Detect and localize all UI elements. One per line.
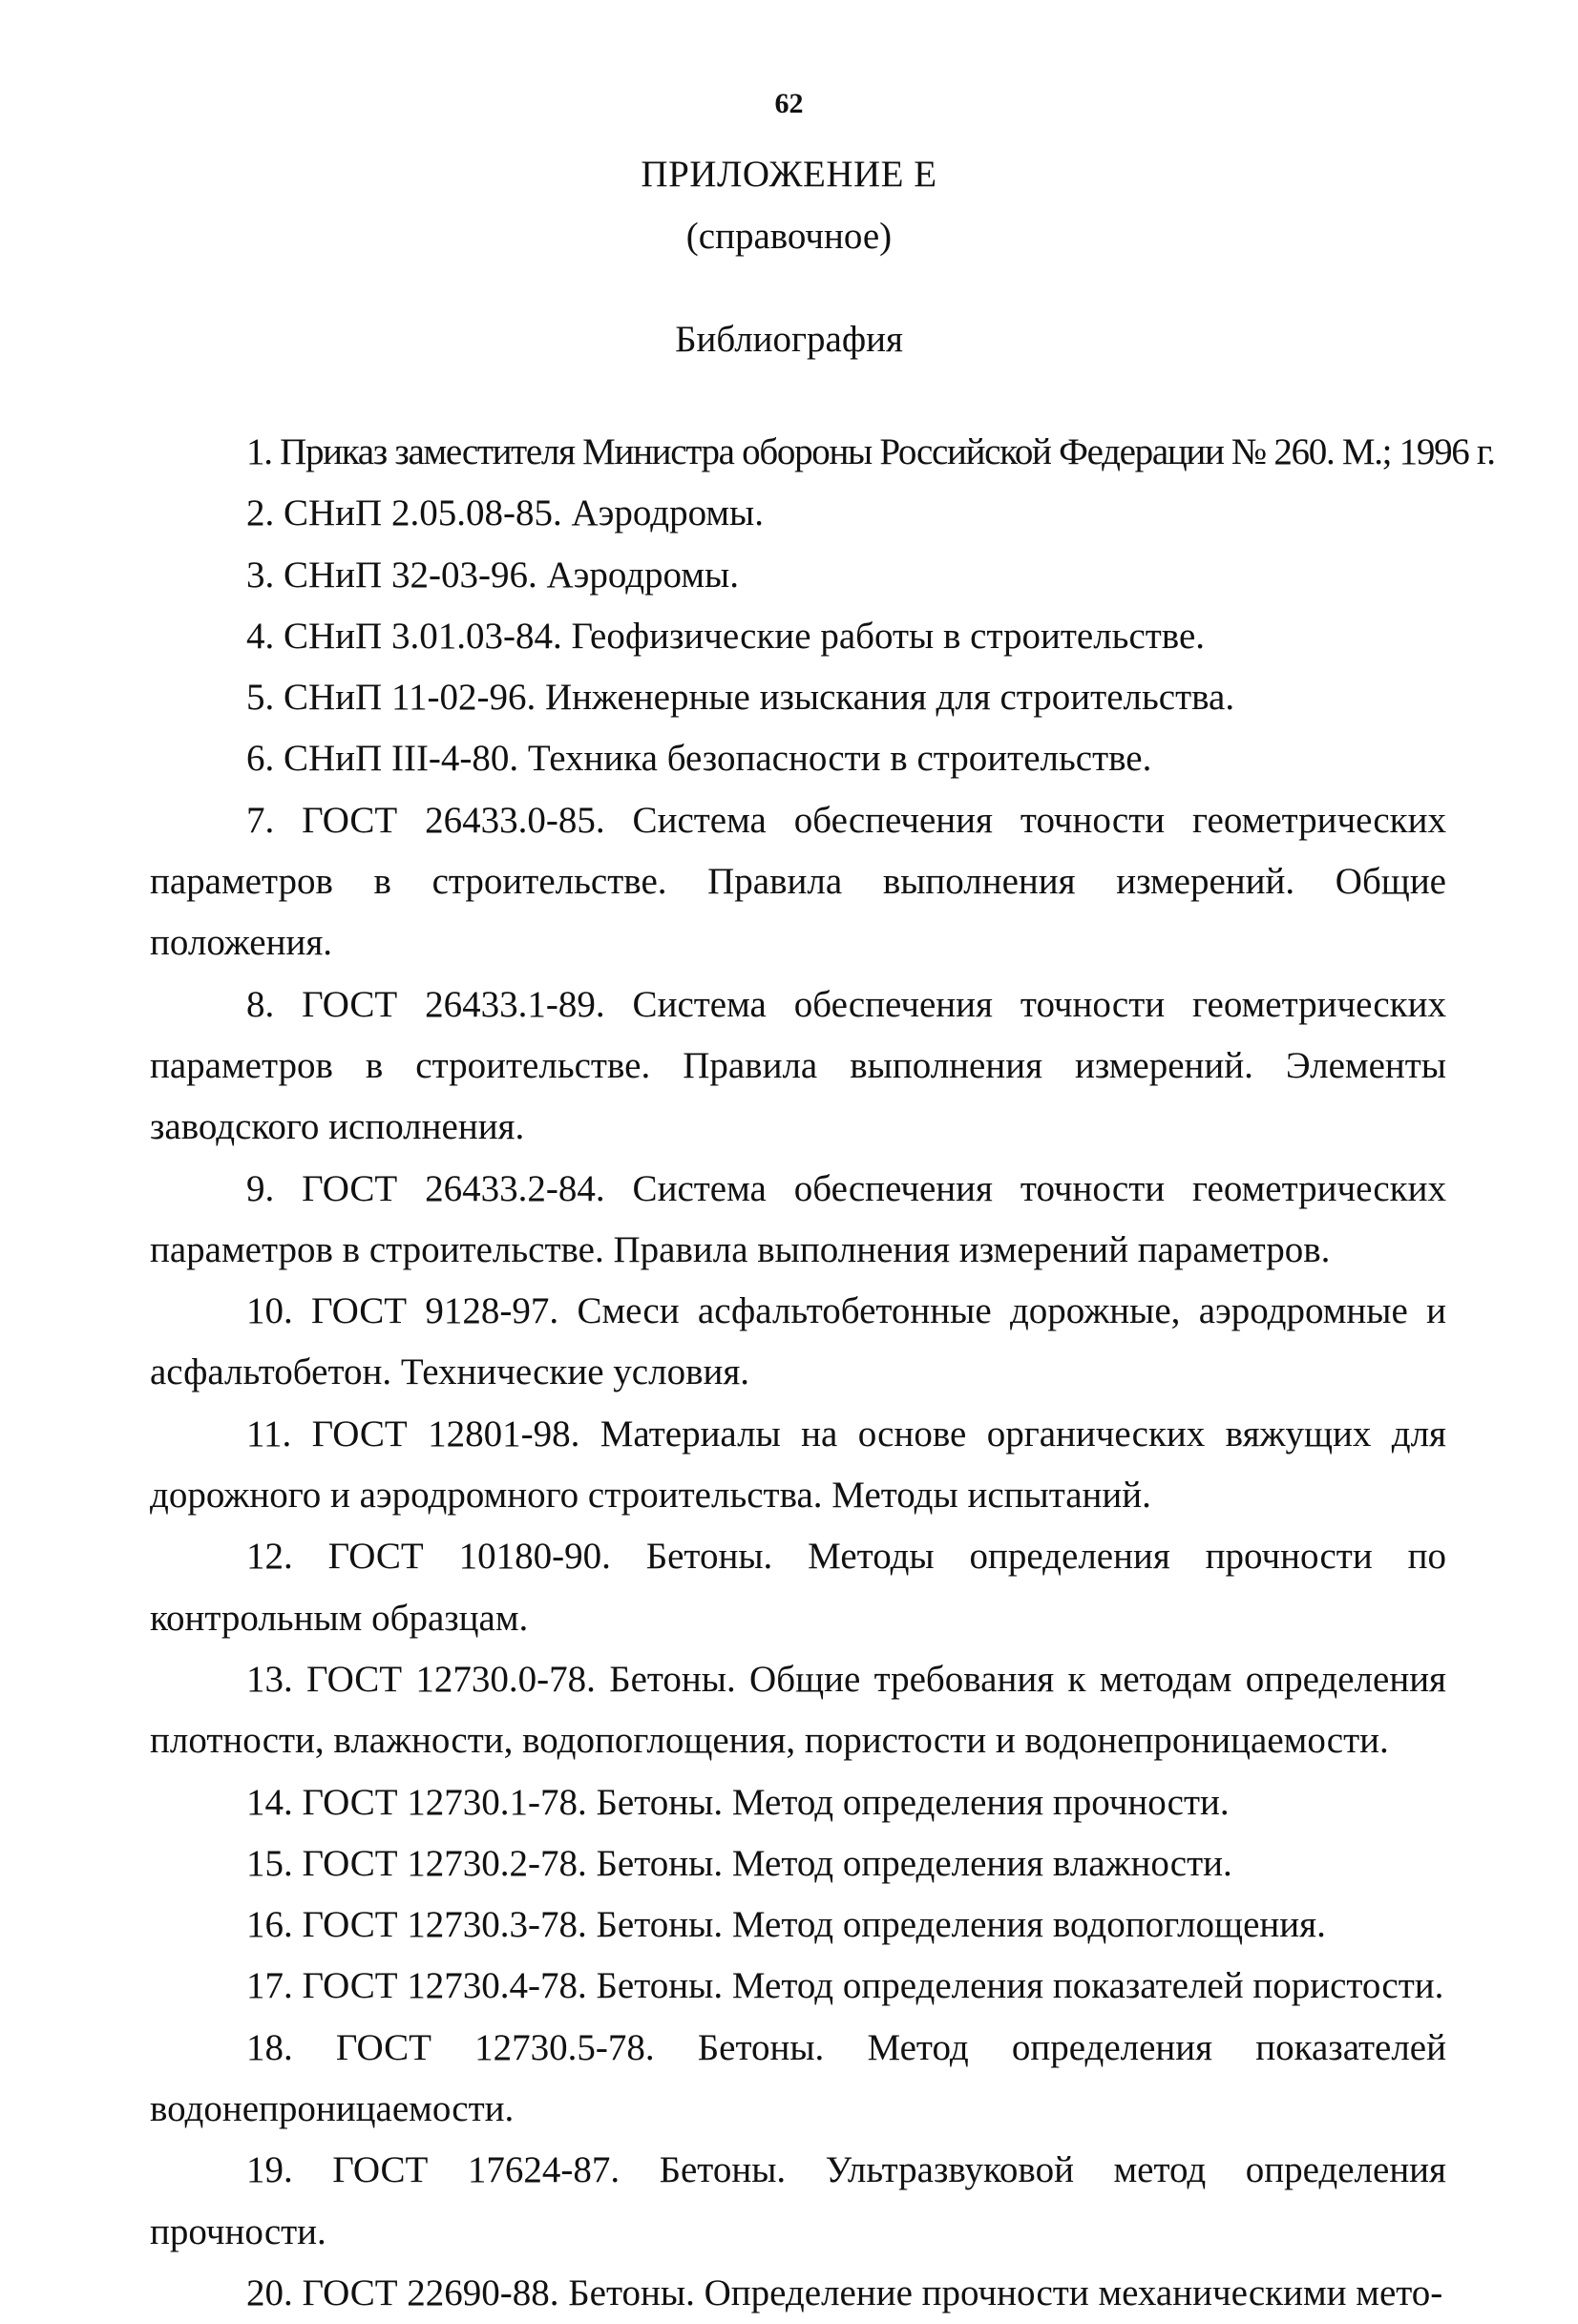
bibliography-item: 11. ГОСТ 12801-98. Материалы на основе органических вяжущих для дорожного и аэродромного строительства. Методы испытаний. [150,1413,1446,1517]
bibliography-item: 10. ГОСТ 9128-97. Смеси асфальтобетонные дорожные, аэродромные и асфальтобетон. Технические условия. [150,1290,1446,1393]
appendix-type: (справочное) [685,216,893,257]
bibliography-item: 20. ГОСТ 22690-88. Бетоны. Определение прочности механическими мето- [246,2272,1443,2314]
page-number: 62 [774,88,804,119]
bibliography-item: 1. Приказ заместителя Министра обороны Российской Федерации № 260. М.; 1996 г. [246,431,1495,472]
section-title: Библиография [675,319,903,360]
bibliography-item: 4. СНиП 3.01.03-84. Геофизические работы в строительстве. [246,615,1206,657]
bibliography-list [150,422,1495,2324]
bibliography-item: 2. СНиП 2.05.08-85. Аэродромы. [246,492,764,534]
bibliography-item: 17. ГОСТ 12730.4-78. Бетоны. Метод определения показателей пористости. [246,1965,1444,2007]
bibliography-item: 12. ГОСТ 10180-90. Бетоны. Методы определения прочности по контрольным образцам. [150,1536,1446,1639]
bibliography-item: 3. СНиП 32-03-96. Аэродромы. [246,554,739,596]
bibliography-item: 6. СНиП III-4-80. Техника безопасности в строительстве. [246,738,1152,780]
bibliography-item: 7. ГОСТ 26433.0-85. Система обеспечения точности геометрических параметров в строительстве. Правила выполнения измерений. Общие положения. [150,799,1446,964]
bibliography-item: 13. ГОСТ 12730.0-78. Бетоны. Общие требования к методам определения плотности, влажности, водопоглощения, пористости и водонепроницаемости. [150,1658,1446,1762]
bibliography-item: 9. ГОСТ 26433.2-84. Система обеспечения точности геометрических параметров в строительстве. Правила выполнения измерений параметров. [150,1167,1446,1270]
bibliography-item: 14. ГОСТ 12730.1-78. Бетоны. Метод определения прочности. [246,1781,1230,1823]
bibliography-item: 15. ГОСТ 12730.2-78. Бетоны. Метод определения влажности. [246,1842,1232,1884]
bibliography-item: 19. ГОСТ 17624-87. Бетоны. Ультразвуковой метод определения прочности. [150,2149,1446,2252]
bibliography-item: 8. ГОСТ 26433.1-89. Система обеспечения точности геометрических параметров в строительстве. Правила выполнения измерений. Элементы заводского исполнения. [150,983,1446,1148]
bibliography-item: 16. ГОСТ 12730.3-78. Бетоны. Метод определения водопоглощения. [246,1904,1326,1946]
appendix-title: ПРИЛОЖЕНИЕ Е [641,154,937,195]
bibliography-item: 18. ГОСТ 12730.5-78. Бетоны. Метод определения показателей водонепроницаемости. [150,2026,1446,2130]
bibliography-item: 5. СНиП 11-02-96. Инженерные изыскания для строительства. [246,677,1235,719]
